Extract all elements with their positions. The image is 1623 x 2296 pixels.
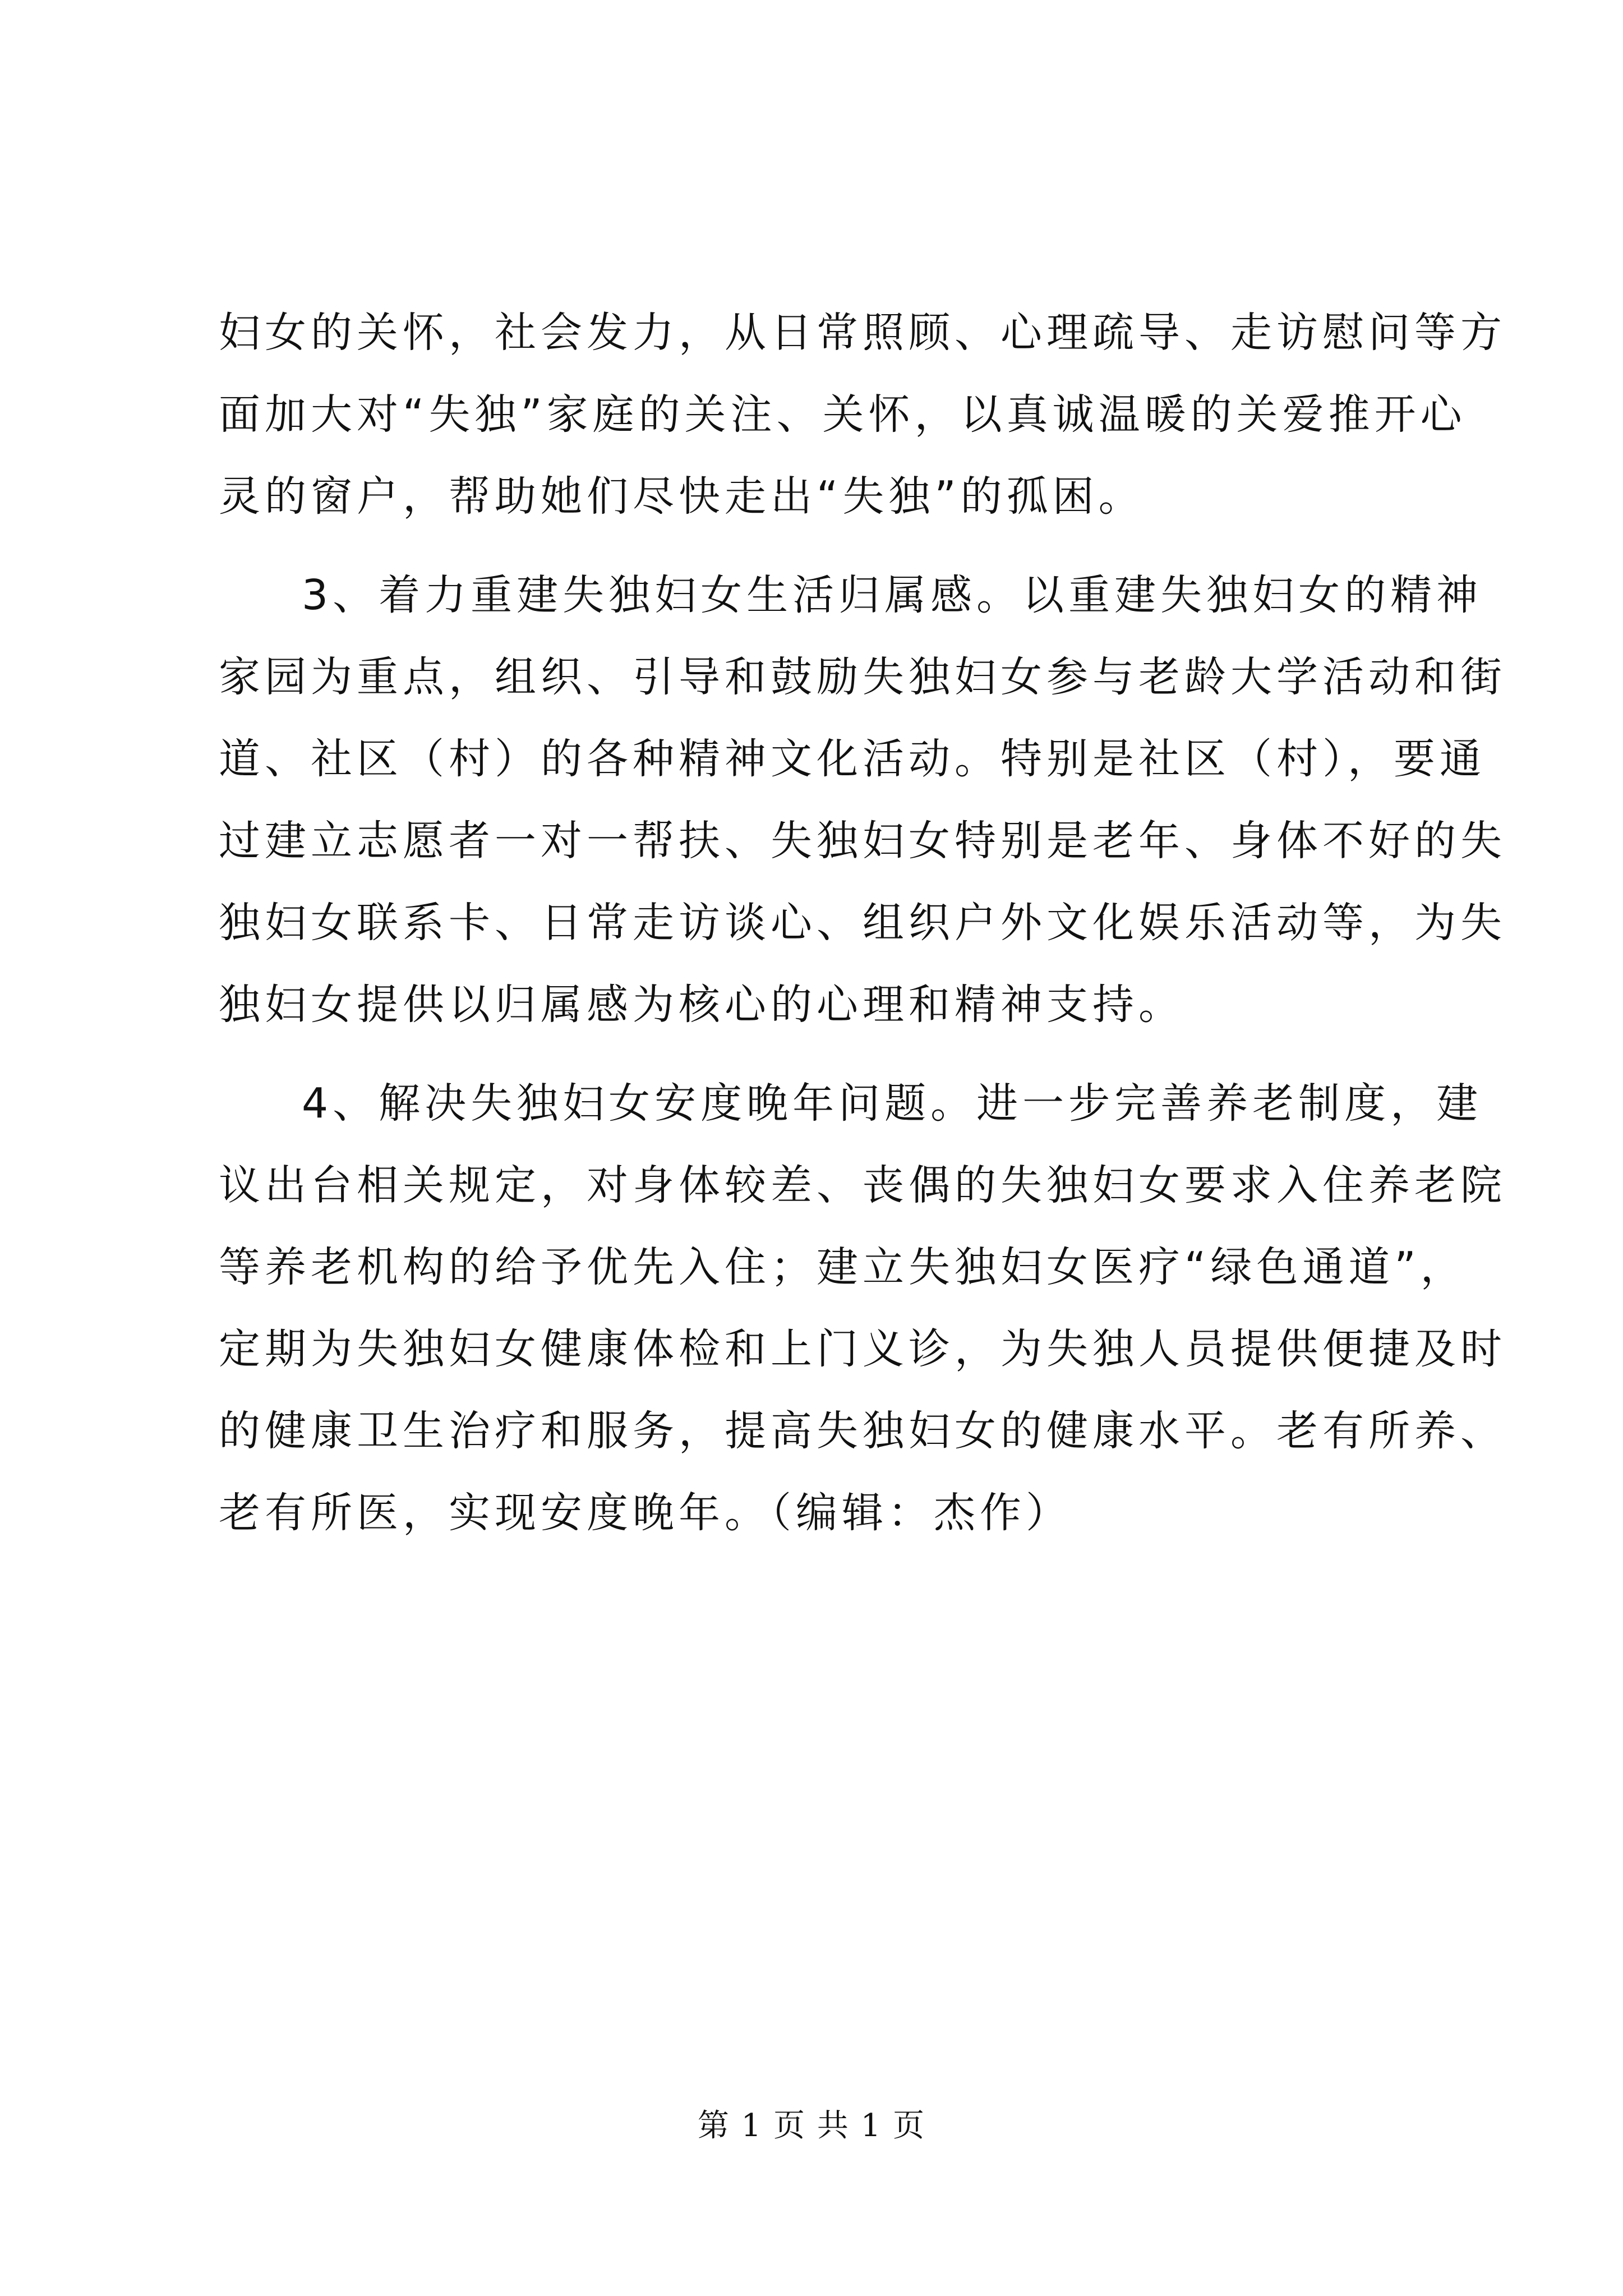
text-line: 等养老机构的给予优先入住；建立失独妇女医疗“绿色通道”， xyxy=(219,1243,1467,1291)
text-line: 道、社区（村）的各种精神文化活动。特别是社区（村），要通 xyxy=(219,735,1486,783)
text-line: 3、着力重建失独妇女生活归属感。以重建失独妇女的精神 xyxy=(302,571,1483,619)
body-text xyxy=(219,292,1506,1554)
text-line: 过建立志愿者一对一帮扶、失独妇女特别是老年、身体不好的失 xyxy=(219,817,1506,865)
text-line: 的健康卫生治疗和服务，提高失独妇女的健康水平。老有所养、 xyxy=(219,1407,1506,1455)
text-line: 4、解决失独妇女安度晚年问题。进一步完善养老制度，建 xyxy=(302,1079,1483,1128)
text-line: 议出台相关规定，对身体较差、丧偶的失独妇女要求入住养老院 xyxy=(219,1161,1506,1209)
text-line: 独妇女联系卡、日常走访谈心、组织户外文化娱乐活动等，为失 xyxy=(219,899,1506,947)
text-line: 灵的窗户，帮助她们尽快走出“失独”的孤困。 xyxy=(219,472,1145,521)
paragraph-2 xyxy=(219,554,1506,1046)
text-line: 独妇女提供以归属感为核心的心理和精神支持。 xyxy=(219,981,1184,1029)
page-number-footer: 第 1 页 共 1 页 xyxy=(697,2108,926,2144)
text-line: 家园为重点，组织、引导和鼓励失独妇女参与老龄大学活动和街 xyxy=(219,653,1506,701)
text-line: 老有所医，实现安度晚年。（编辑：杰作） xyxy=(219,1489,1072,1537)
paragraph-1 xyxy=(219,292,1506,537)
paragraph-3 xyxy=(219,1062,1506,1554)
text-line: 妇女的关怀，社会发力，从日常照顾、心理疏导、走访慰问等方 xyxy=(219,309,1506,357)
text-line: 面加大对“失独”家庭的关注、关怀，以真诚温暖的关爱推开心 xyxy=(219,390,1467,439)
text-line: 定期为失独妇女健康体检和上门义诊，为失独人员提供便捷及时 xyxy=(219,1325,1506,1373)
